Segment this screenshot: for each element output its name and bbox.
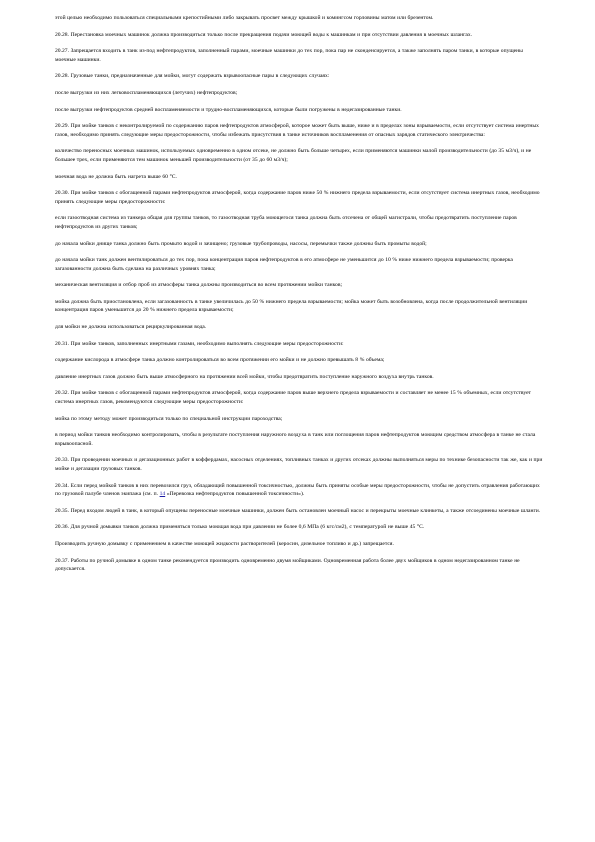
- paragraph: содержание кислорода в атмосфере танка должно контролироваться во всем протяжении его мойки и не должно превышать 8 % объема;: [55, 357, 385, 364]
- paragraph-text-end: «Перевозка нефтепродуктов повышенной токсичности»).: [165, 491, 305, 498]
- paragraph: 20.33. При проведении моечных и дегазационных работ в коффердамах, насосных отделениях, топливных танках и других отсеках должны выполняться меры по технике безопасности так же, как и при мойке и дегазации грузовых танков.: [55, 457, 543, 472]
- paragraph: 20.27. Запрещается входить в танк из-под нефтепродуктов, заполненный парами, моечные машинки до тех пор, пока пар не сконденсируется, а также заполнять паром танки, в которые опущены моечные машинки.: [55, 48, 523, 63]
- paragraph: 20.32. При мойке танков с обогащенной парами нефтепродуктов атмосферой, когда содержание паров выше верхнего предела взрываемости и составляет не менее 15 % объемных, если отсутствует система инертных газов, рекомендуются следующие меры предосторожности:: [55, 390, 531, 406]
- paragraph: 20.29. При мойке танков с неконтролируемой по содержанию паров нефтепродуктов атмосферой, которое может быть выше, ниже и в пределах зоны взрываемости, если отсутствует система инертных газов, необходимо принять следующие меры предосторожности, чтобы избежать присутствия в танке источников воспламенения от опасных зарядов статического электричества:: [55, 123, 539, 138]
- paragraph: Производить ручную домывку с применением в качестве моющей жидкости растворителей (керосин, дизельное топливо и др.) запрещается.: [55, 540, 394, 547]
- paragraph: 20.31. При мойке танков, заполненных инертными газами, необходимо выполнять следующие меры предосторожности:: [55, 340, 344, 347]
- section-reference-link[interactable]: 14: [159, 491, 166, 498]
- paragraph: 20.30. При мойке танков с обогащенной парами нефтепродуктов атмосферой, когда содержание паров ниже 50 % нижнего предела взрываемости, если отсутствует система инертных газов, необходимо принять следующие меры предосторожности:: [55, 190, 540, 205]
- paragraph: в период мойки танков необходимо контролировать, чтобы в результате поступления наружного воздуха в танк или поглощения паров нефтепродуктов моющим средством атмосфера в танке не стала взрывоопасной.: [55, 432, 536, 447]
- paragraph: 20.37. Работы по ручной домывке в одном танке рекомендуется производить одновременно двумя мойщиками. Одновременная работа более двух мойщиков в одном недегазированном танке не допускается.: [55, 557, 520, 573]
- paragraph-with-link: [55, 482, 543, 499]
- paragraph: давление инертных газов должно быть выше атмосферного на протяжении всей мойки, чтобы предотвратить поступление наружного воздуха внутрь танков.: [55, 373, 434, 380]
- paragraph: 20.28. Грузовые танки, предназначенные для мойки, могут содержать взрывоопасные пары в следующих случаях:: [55, 73, 330, 80]
- document-page: [55, 14, 543, 582]
- paragraph: мойка по этому методу может производиться только по специальной инструкции пароходства;: [55, 415, 283, 422]
- paragraph: мойка должна быть приостановлена, если загазованность в танке увеличилась до 50 % нижнего предела взрываемости; мойка может быть возобновлена, когда после продолжительной вентиляции концентрация паров уменьшится до 20 % нижнего предела взрываемости;: [55, 298, 528, 314]
- paragraph-text-start: 20.34. Если перед мойкой танков в них перевозился груз, обладающий повышенной токсичностью, должны быть приняты особые меры предосторожности, чтобы не допустить отравления работающих по грузовой палубе членов экипажа (см. п.: [55, 482, 540, 498]
- paragraph: этой целью необходимо пользоваться специальными крепостийными либо закрывать просвет между крышкой и комингсом горловины матом или брезентом.: [55, 15, 434, 21]
- paragraph: для мойки не должна использоваться рециркулированная вода.: [55, 324, 207, 331]
- paragraph: после выгрузки нефтепродуктов средней воспламеняемости и трудно-воспламеняющихся, которые были погружены в недегазированные танки.: [55, 106, 402, 113]
- paragraph: 20.35. Перед входом людей в танк, в который опущены переносные моечные машинки, должен быть остановлен моечный насос и перекрыты моечные клинкеты, а также отсоединены моечные шланги.: [55, 507, 541, 514]
- paragraph: моечная вода не должна быть нагрета выше 60 °C.: [55, 173, 177, 180]
- paragraph: механическая вентиляция и отбор проб из атмосферы танка должны производиться во всем протяжении мойки танков;: [55, 282, 343, 289]
- paragraph: если газоотводная система из танкера общая для группы танков, то газоотводная труба моющегося танка должна быть отсечена от общей магистрали, чтобы предотвратить поступление паров нефтепродуктов из других танков;: [55, 215, 517, 230]
- paragraph: после выгрузки из них легковоспламеняющихся (летучих) нефтепродуктов;: [55, 89, 238, 96]
- paragraph: до начала мойки танк должен вентилироваться до тех пор, пока концентрация паров нефтепродуктов в его атмосфере не уменьшится до 10 % ниже нижнего предела взрываемости; проверка загазованности должна быть сделана на различных уровнях танка;: [55, 257, 513, 272]
- paragraph: количество переносных моечных машинок, используемых одновременно в одном отсеке, не должно быть больше четырех, если применяются машинки малой производительности (до 35 м3/ч), и не большее трех, если применяются тем машинок меньшей производительности (от 35 до 60 м3/ч);: [55, 148, 532, 163]
- paragraph: 20.36. Для ручной домывки танков должна применяться только моющая вода при давлении не более 0,6 МПа (6 кгс/см2), с температурой не выше 45 °C.: [55, 524, 425, 531]
- paragraph: до начала мойки днище танка должно быть промыто водой и зачищено; грузовые трубопроводы, насосы, перемычки также должны быть промыты водой;: [55, 240, 427, 247]
- paragraph: 20.28. Перестановка моечных машинок должна производиться только после прекращения подачи моющей воды к машинкам и при отсутствии давления в моечных шлангах.: [55, 31, 473, 38]
